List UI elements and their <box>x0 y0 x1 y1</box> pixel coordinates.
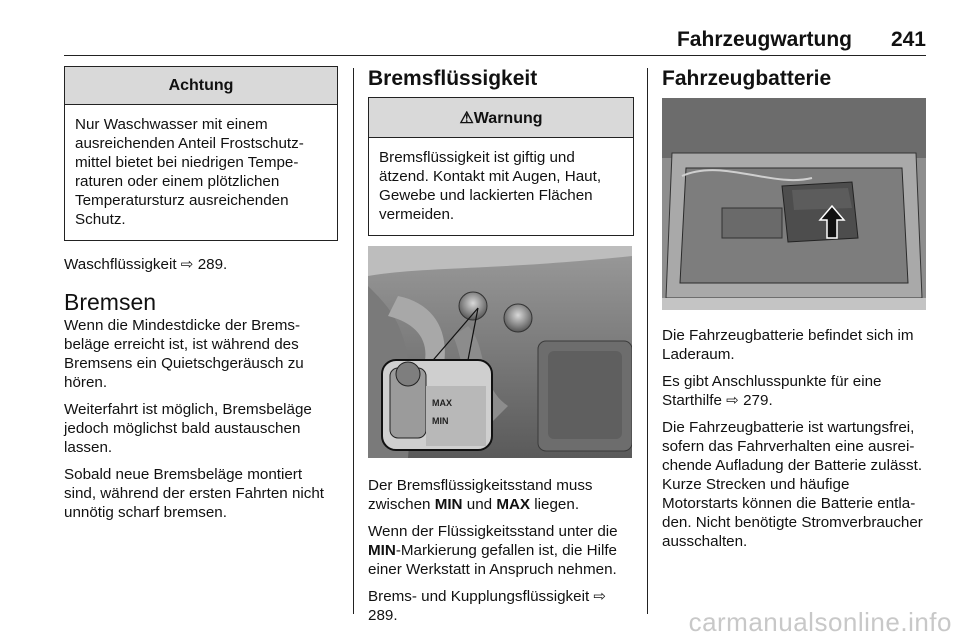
brake-fluid-reservoir-photo <box>368 246 632 458</box>
caution-box <box>64 66 338 241</box>
brakes-paragraph: Weiterfahrt ist möglich, Bremsbeläge jedoch möglichst bald austauschen lassen. <box>64 401 312 456</box>
column-divider <box>647 68 648 614</box>
figure-label-min: MIN <box>432 416 449 426</box>
caution-text: Nur Waschwasser mit einem ausreichenden Anteil Frostschutzmittel bietet bei niedrigen Temperaturen oder einem plötzlichen Temperatursturz ausreichenden Schutz. <box>75 116 304 228</box>
column-2 <box>368 66 634 625</box>
brake-clutch-fluid-reference[interactable]: Brems- und Kupplungsflüssigkeit ⇨ 289. <box>368 588 607 624</box>
caution-title: Achtung <box>65 67 337 105</box>
watermark: carmanualsonline.info <box>688 607 952 637</box>
battery-paragraph: Die Fahrzeugbatterie ist wartungsfrei, sofern das Fahrverhalten eine ausreichende Aufladung der Batterie zulässt. Kurze Strecken und häufige Motorstarts können die Batterie entladen. Nicht benötigte Stromverbraucher ausschalten. <box>662 419 923 550</box>
jump-start-reference[interactable]: Es gibt Anschlusspunkte für eine Starthilfe ⇨ 279. <box>662 373 882 409</box>
page-header <box>64 0 926 52</box>
brake-fluid-paragraph: Wenn der Flüssigkeitsstand unter die MIN-Markierung gefallen ist, die Hilfe einer Werkstatt in Anspruch nehmen. <box>368 523 618 578</box>
figure-label-max: MAX <box>432 398 452 408</box>
battery-paragraph: Die Fahrzeugbatterie befindet sich im Laderaum. <box>662 327 914 363</box>
vehicle-battery-heading: Fahrzeugbatterie <box>662 67 832 90</box>
column-1 <box>64 66 338 522</box>
warning-header <box>369 98 633 138</box>
page-number: 241 <box>890 28 926 51</box>
page-title: Fahrzeugwartung <box>676 28 852 51</box>
brakes-paragraph: Sobald neue Bremsbeläge montiert sind, während der ersten Fahrten nicht unnötig scharf bremsen. <box>64 466 325 521</box>
column-divider <box>353 68 354 614</box>
brakes-heading: Bremsen <box>64 289 157 315</box>
brake-fluid-paragraph: Der Bremsflüssigkeitsstand muss zwischen MIN und MAX liegen. <box>368 477 593 513</box>
warning-title: Warnung <box>473 110 543 127</box>
warning-box <box>368 97 634 236</box>
warning-text: Bremsflüssigkeit ist giftig und ätzend. Kontakt mit Augen, Haut, Gewebe und lackierten Flächen vermeiden. <box>379 149 602 223</box>
vehicle-battery-photo <box>662 98 926 310</box>
washer-fluid-reference[interactable]: Waschflüssigkeit ⇨ 289. <box>64 256 228 273</box>
brakes-paragraph: Wenn die Mindestdicke der Bremsbeläge erreicht ist, ist während des Bremsens ein Quietschgeräusch zu hören. <box>64 317 304 391</box>
header-rule <box>64 55 926 56</box>
warning-triangle-icon: ⚠ <box>459 110 474 127</box>
brake-fluid-heading: Bremsflüssigkeit <box>368 67 538 90</box>
column-3 <box>662 66 928 551</box>
